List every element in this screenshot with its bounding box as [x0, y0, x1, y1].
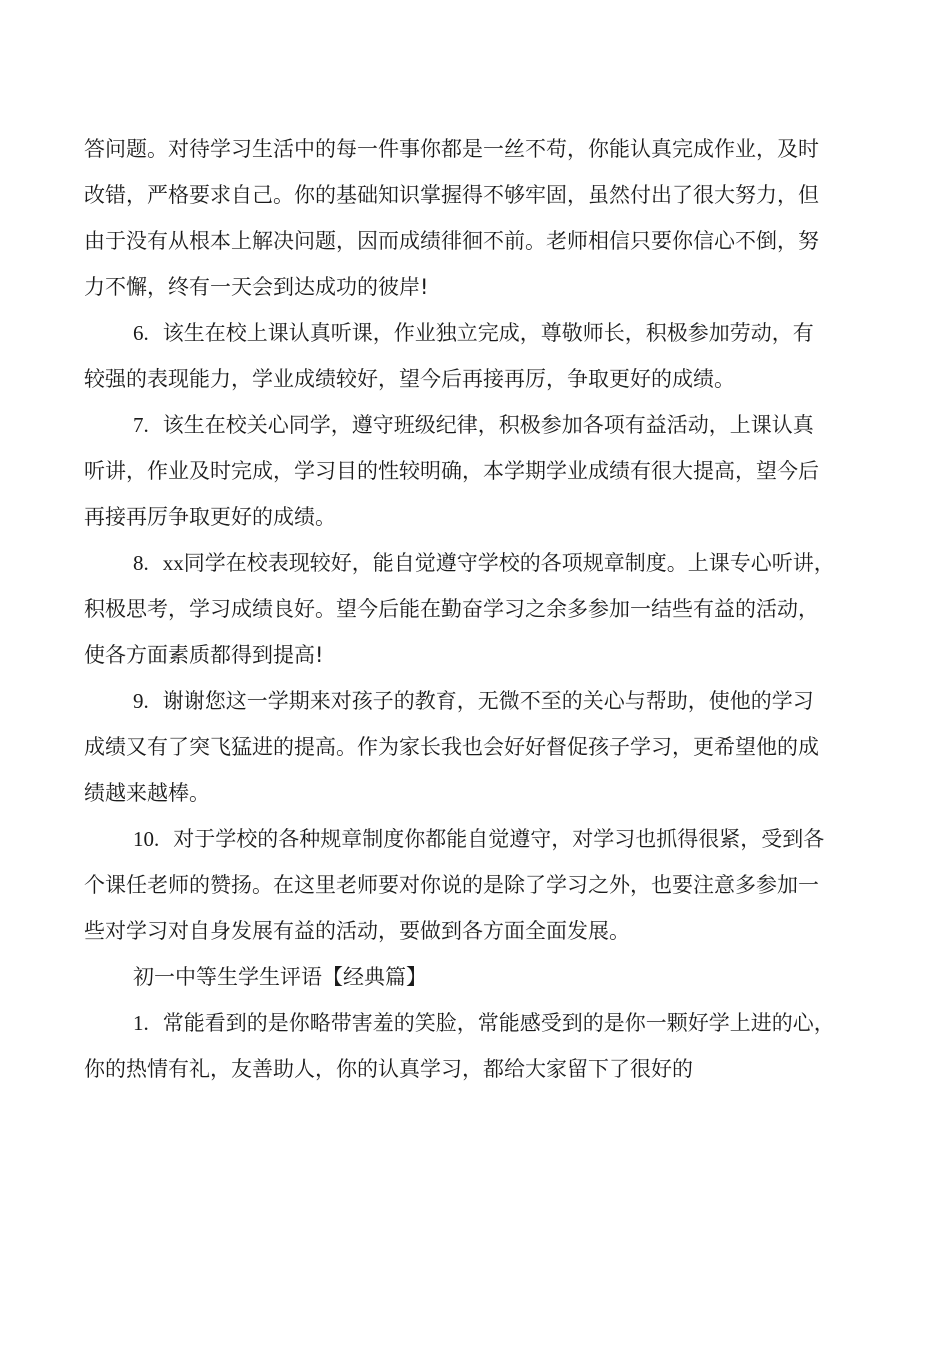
paragraph-line: 些对学习对自身发展有益的活动，要做到各方面全面发展。: [84, 919, 630, 943]
list-number: 10.: [133, 827, 160, 851]
list-item-9-first-line: [84, 678, 884, 724]
section-heading: 初一中等生学生评语【经典篇】: [133, 965, 427, 989]
list-item-text: 谢谢您这一学期来对孩子的教育，无微不至的关心与帮助，使他的学习: [162, 689, 814, 713]
list-number: 9.: [133, 689, 149, 713]
list-number: 7.: [133, 413, 149, 437]
paragraph-line: 改错，严格要求自己。你的基础知识掌握得不够牢固，虽然付出了很大努力，但: [84, 183, 819, 207]
paragraph-line: 个课任老师的赞扬。在这里老师要对你说的是除了学习之外，也要注意多参加一: [84, 873, 819, 897]
paragraph-line: 由于没有从根本上解决问题，因而成绩徘徊不前。老师相信只要你信心不倒，努: [84, 229, 819, 253]
section-item-1-first-line: [84, 1000, 884, 1046]
document-body: [84, 126, 884, 1092]
list-item-8-first-line: [84, 540, 884, 586]
list-item-10-first-line: [84, 816, 884, 862]
paragraph-line: 使各方面素质都得到提高!: [84, 643, 324, 667]
paragraph-line: 再接再厉争取更好的成绩。: [84, 505, 336, 529]
list-item-text: 该生在校关心同学，遵守班级纪律，积极参加各项有益活动，上课认真: [162, 413, 814, 437]
list-number: 1.: [133, 1011, 149, 1035]
paragraph-line: 答问题。对待学习生活中的每一件事你都是一丝不苟，你能认真完成作业，及时: [84, 137, 819, 161]
list-number: 6.: [133, 321, 149, 345]
list-item-text: 同学在校表现较好，能自觉遵守学校的各项规章制度。上课专心听讲，: [183, 551, 835, 575]
list-item-text: 该生在校上课认真听课，作业独立完成，尊敬师长，积极参加劳动，有: [162, 321, 814, 345]
list-item-6-first-line: [84, 310, 884, 356]
paragraph-line: 力不懈，终有一天会到达成功的彼岸!: [84, 275, 429, 299]
student-placeholder-name: xx: [162, 551, 184, 575]
list-item-text: 常能看到的是你略带害羞的笑脸，常能感受到的是你一颗好学上进的心，: [162, 1011, 835, 1035]
paragraph-line: 你的热情有礼，友善助人，你的认真学习，都给大家留下了很好的: [84, 1057, 693, 1081]
list-item-7-first-line: [84, 402, 884, 448]
paragraph-line: 积极思考，学习成绩良好。望今后能在勤奋学习之余多参加一结些有益的活动，: [84, 597, 819, 621]
paragraph-line: 成绩又有了突飞猛进的提高。作为家长我也会好好督促孩子学习，更希望他的成: [84, 735, 819, 759]
list-number: 8.: [133, 551, 149, 575]
paragraph-line: 听讲，作业及时完成，学习目的性较明确，本学期学业成绩有很大提高，望今后: [84, 459, 819, 483]
paragraph-line: 绩越来越棒。: [84, 781, 210, 805]
list-item-text: 对于学校的各种规章制度你都能自觉遵守，对学习也抓得很紧，受到各: [173, 827, 825, 851]
paragraph-line: 较强的表现能力，学业成绩较好，望今后再接再厉，争取更好的成绩。: [84, 367, 735, 391]
